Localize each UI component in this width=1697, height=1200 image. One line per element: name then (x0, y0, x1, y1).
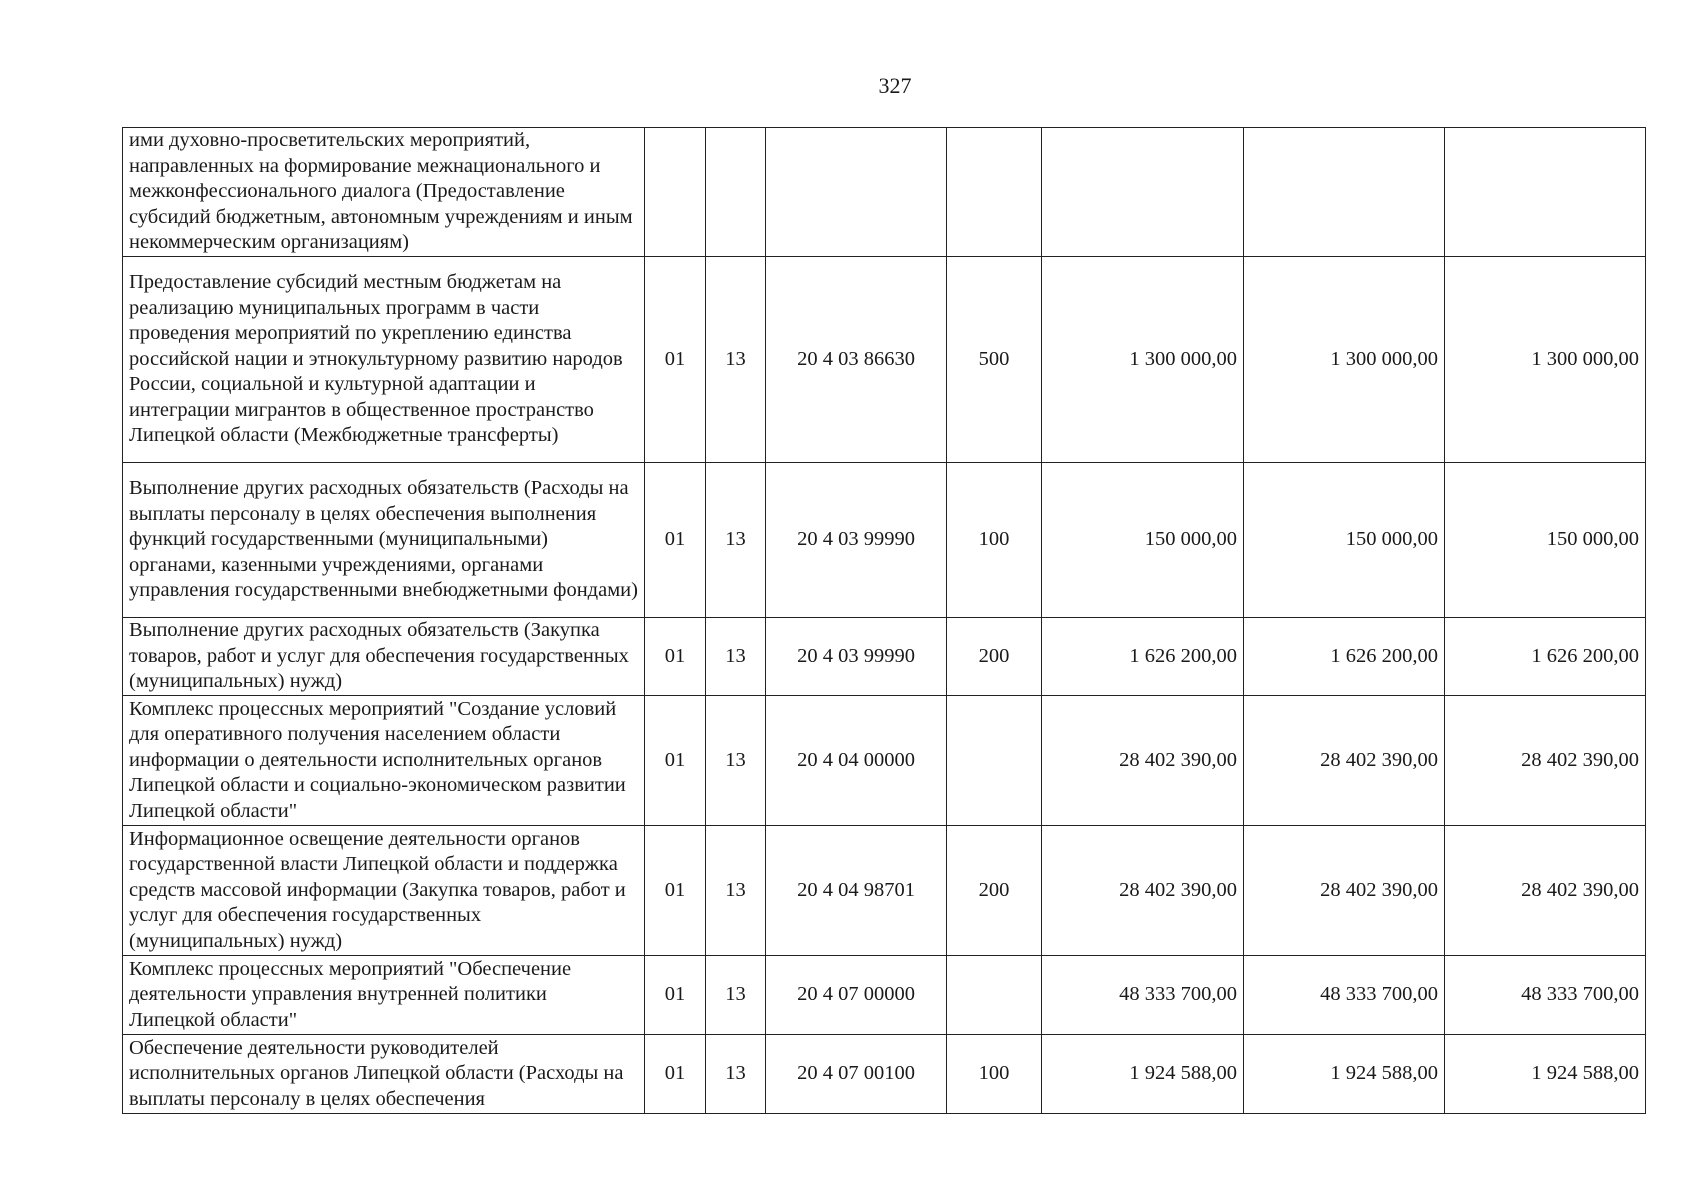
amount-year-3: 1 626 200,00 (1445, 618, 1646, 696)
page-number: 327 (878, 73, 912, 98)
target-article-code: 20 4 07 00100 (766, 1035, 947, 1114)
table-row (123, 618, 1646, 696)
table-row (123, 463, 1646, 618)
subsection-code: 13 (706, 463, 766, 618)
amount-year-3: 150 000,00 (1445, 463, 1646, 618)
target-article-code (766, 128, 947, 257)
row-description: Выполнение других расходных обязательств (Расходы на выплаты персоналу в целях обеспечения выполнения функций государственными (муниципальными) органами, казенными учреждениями, органами управления государственными внебюджетными фондами) (123, 463, 645, 618)
target-article-code: 20 4 03 99990 (766, 618, 947, 696)
table-row (123, 257, 1646, 463)
target-article-code: 20 4 03 99990 (766, 463, 947, 618)
amount-year-3: 1 924 588,00 (1445, 1035, 1646, 1114)
expense-type-code (947, 696, 1042, 826)
amount-year-1 (1042, 128, 1244, 257)
amount-year-2: 1 300 000,00 (1244, 257, 1445, 463)
table-row (123, 696, 1646, 826)
amount-year-2: 150 000,00 (1244, 463, 1445, 618)
amount-year-1: 1 924 588,00 (1042, 1035, 1244, 1114)
amount-year-1: 1 300 000,00 (1042, 257, 1244, 463)
subsection-code: 13 (706, 826, 766, 956)
amount-year-1: 48 333 700,00 (1042, 956, 1244, 1035)
target-article-code: 20 4 07 00000 (766, 956, 947, 1035)
amount-year-2: 28 402 390,00 (1244, 826, 1445, 956)
expense-type-code (947, 956, 1042, 1035)
table-row (123, 128, 1646, 257)
section-code: 01 (645, 1035, 706, 1114)
amount-year-3: 28 402 390,00 (1445, 696, 1646, 826)
amount-year-3: 1 300 000,00 (1445, 257, 1646, 463)
target-article-code: 20 4 03 86630 (766, 257, 947, 463)
expense-type-code: 200 (947, 826, 1042, 956)
expense-type-code (947, 128, 1042, 257)
expense-type-code: 200 (947, 618, 1042, 696)
row-description: Выполнение других расходных обязательств (Закупка товаров, работ и услуг для обеспечения государственных (муниципальных) нужд) (123, 618, 645, 696)
target-article-code: 20 4 04 98701 (766, 826, 947, 956)
expense-type-code: 500 (947, 257, 1042, 463)
subsection-code: 13 (706, 618, 766, 696)
amount-year-1: 28 402 390,00 (1042, 696, 1244, 826)
section-code: 01 (645, 463, 706, 618)
expense-type-code: 100 (947, 1035, 1042, 1114)
row-description: Предоставление субсидий местным бюджетам на реализацию муниципальных программ в части проведения мероприятий по укреплению единства российской нации и этнокультурному развитию народов России, социальной и культурной адаптации и интеграции мигрантов в общественное пространство Липецкой области (Межбюджетные трансферты) (123, 257, 645, 463)
subsection-code: 13 (706, 257, 766, 463)
amount-year-1: 1 626 200,00 (1042, 618, 1244, 696)
row-description: Информационное освещение деятельности органов государственной власти Липецкой области и поддержка средств массовой информации (Закупка товаров, работ и услуг для обеспечения государственных (муниципальных) нужд) (123, 826, 645, 956)
table-row (123, 826, 1646, 956)
amount-year-2 (1244, 128, 1445, 257)
amount-year-1: 28 402 390,00 (1042, 826, 1244, 956)
amount-year-2: 1 626 200,00 (1244, 618, 1445, 696)
subsection-code: 13 (706, 956, 766, 1035)
amount-year-3: 48 333 700,00 (1445, 956, 1646, 1035)
section-code: 01 (645, 956, 706, 1035)
row-description: ими духовно-просветительских мероприятий, направленных на формирование межнационального и межконфессионального диалога (Предоставление субсидий бюджетным, автономным учреждениям и иным некоммерческим организациям) (123, 128, 645, 257)
amount-year-1: 150 000,00 (1042, 463, 1244, 618)
amount-year-2: 28 402 390,00 (1244, 696, 1445, 826)
expense-type-code: 100 (947, 463, 1042, 618)
row-description: Комплекс процессных мероприятий "Обеспечение деятельности управления внутренней политики Липецкой области" (123, 956, 645, 1035)
row-description: Комплекс процессных мероприятий "Создание условий для оперативного получения населением области информации о деятельности исполнительных органов Липецкой области и социально-экономическом развитии Липецкой области" (123, 696, 645, 826)
amount-year-2: 48 333 700,00 (1244, 956, 1445, 1035)
section-code (645, 128, 706, 257)
table-row (123, 1035, 1646, 1114)
row-description: Обеспечение деятельности руководителей исполнительных органов Липецкой области (Расходы на выплаты персоналу в целях обеспечения (123, 1035, 645, 1114)
section-code: 01 (645, 618, 706, 696)
subsection-code: 13 (706, 1035, 766, 1114)
subsection-code: 13 (706, 696, 766, 826)
target-article-code: 20 4 04 00000 (766, 696, 947, 826)
section-code: 01 (645, 257, 706, 463)
amount-year-2: 1 924 588,00 (1244, 1035, 1445, 1114)
subsection-code (706, 128, 766, 257)
amount-year-3 (1445, 128, 1646, 257)
table-row (123, 956, 1646, 1035)
section-code: 01 (645, 696, 706, 826)
section-code: 01 (645, 826, 706, 956)
budget-table (122, 127, 1646, 1114)
amount-year-3: 28 402 390,00 (1445, 826, 1646, 956)
